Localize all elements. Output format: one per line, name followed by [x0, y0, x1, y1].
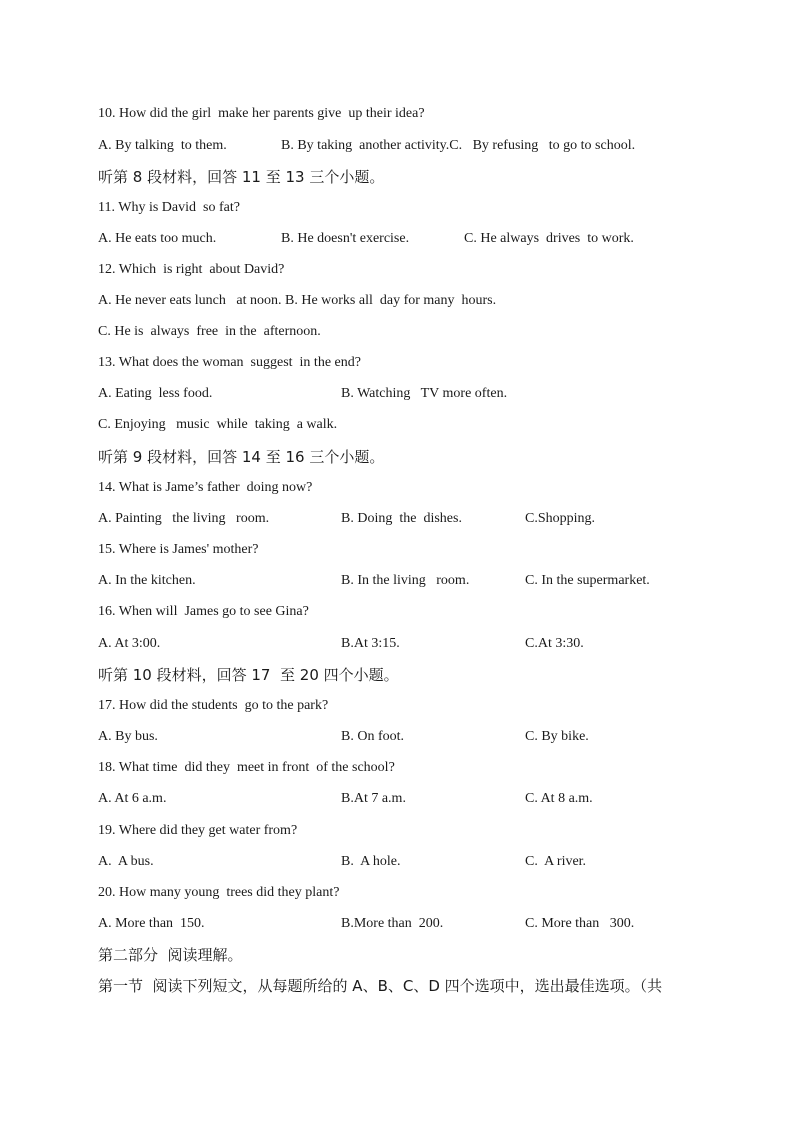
answer-option: C.Shopping. — [525, 511, 596, 526]
answer-option: A. At 3:00. — [98, 636, 161, 651]
answer-option: C.At 3:30. — [525, 636, 584, 651]
answer-option: A. More than 150. — [98, 916, 205, 931]
answer-option: B. By taking another activity.C. By refusing to go to school. — [281, 138, 636, 153]
answer-option: C. In the supermarket. — [525, 573, 650, 588]
answer-option: C. By bike. — [525, 729, 589, 744]
question-line: 15. Where is James' mother? — [98, 542, 259, 557]
answer-option: B. A hole. — [341, 854, 401, 869]
question-line: 11. Why is David so fat? — [98, 200, 240, 215]
answer-option: C. More than 300. — [525, 916, 635, 931]
question-line: 10. How did the girl make her parents give up their idea? — [98, 106, 425, 121]
answer-option: A. Eating less food. — [98, 386, 213, 401]
answer-option: B.More than 200. — [341, 916, 444, 931]
answer-option: C. He always drives to work. — [464, 231, 634, 246]
answer-option: A. A bus. — [98, 854, 154, 869]
section-heading: 听第 10 段材料，回答 17 至 20 四个小题。 — [98, 666, 399, 684]
answer-option: A. By talking to them. — [98, 138, 227, 153]
question-line: 14. What is Jame’s father doing now? — [98, 480, 313, 495]
answer-option: A. By bus. — [98, 729, 158, 744]
answer-option: C. At 8 a.m. — [525, 791, 593, 806]
answer-option: A. Painting the living room. — [98, 511, 270, 526]
question-line: 18. What time did they meet in front of the school? — [98, 760, 395, 775]
answer-option: B.At 3:15. — [341, 636, 400, 651]
answer-option: A. In the kitchen. — [98, 573, 196, 588]
question-line: 17. How did the students go to the park? — [98, 698, 329, 713]
question-line: C. Enjoying music while taking a walk. — [98, 417, 338, 432]
question-line: 12. Which is right about David? — [98, 262, 285, 277]
answer-option: B. He doesn't exercise. — [281, 231, 410, 246]
answer-option: B. In the living room. — [341, 573, 470, 588]
answer-option: A. He eats too much. — [98, 231, 217, 246]
answer-option: B. On foot. — [341, 729, 404, 744]
question-line: A. He never eats lunch at noon. B. He works all day for many hours. — [98, 293, 497, 308]
section-heading: 第一节 阅读下列短文，从每题所给的 A、B、C、D 四个选项中，选出最佳选项。（共 — [98, 977, 663, 995]
question-line: 19. Where did they get water from? — [98, 823, 298, 838]
section-heading: 第二部分 阅读理解。 — [98, 946, 243, 964]
question-line: C. He is always free in the afternoon. — [98, 324, 321, 339]
question-line: 16. When will James go to see Gina? — [98, 604, 309, 619]
question-line: 20. How many young trees did they plant? — [98, 885, 340, 900]
answer-option: A. At 6 a.m. — [98, 791, 167, 806]
answer-option: B. Doing the dishes. — [341, 511, 462, 526]
section-heading: 听第 8 段材料，回答 11 至 13 三个小题。 — [98, 168, 385, 186]
question-line: 13. What does the woman suggest in the end? — [98, 355, 361, 370]
answer-option: B.At 7 a.m. — [341, 791, 406, 806]
answer-option: C. A river. — [525, 854, 587, 869]
section-heading: 听第 9 段材料，回答 14 至 16 三个小题。 — [98, 448, 385, 466]
answer-option: B. Watching TV more often. — [341, 386, 508, 401]
